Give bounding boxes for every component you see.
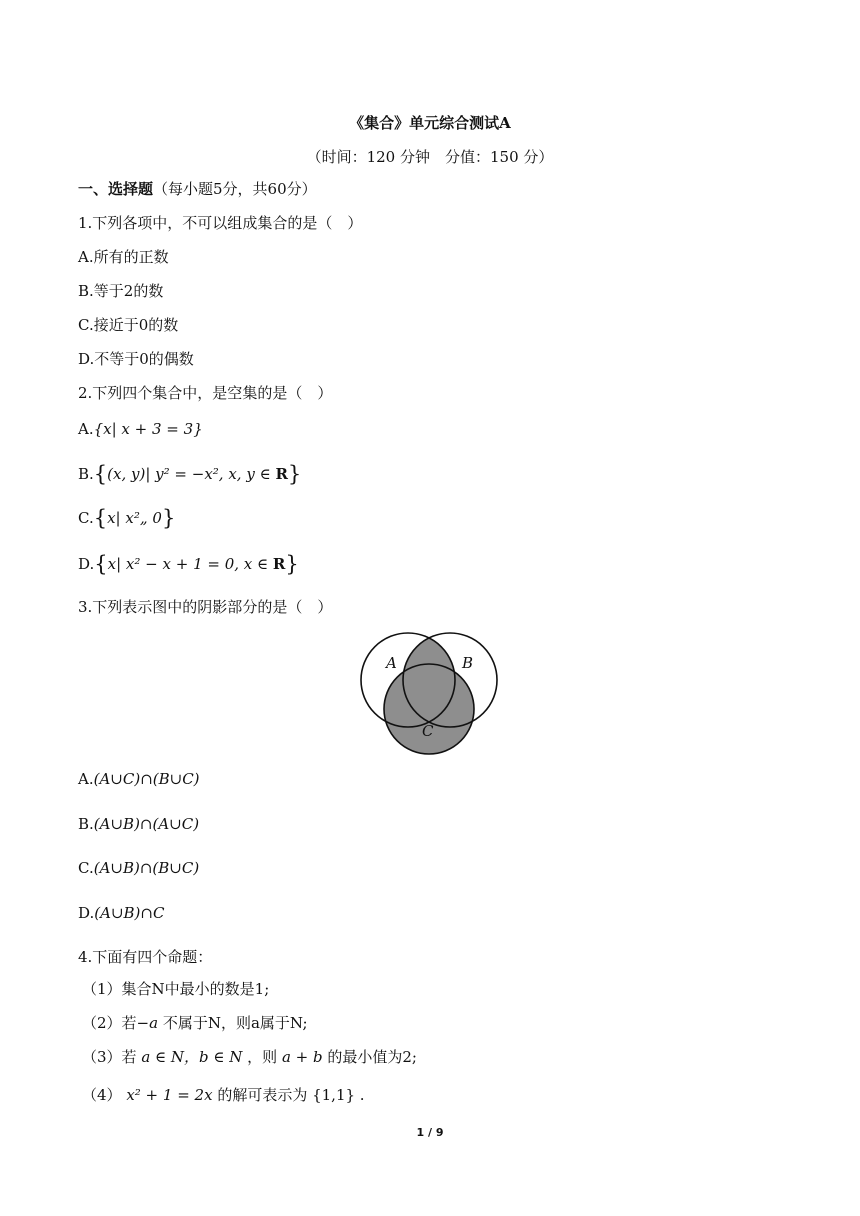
option-math: (A∪B)∩(A∪C) <box>93 815 200 833</box>
brace-open: { <box>93 462 108 486</box>
q3-option-d <box>78 904 164 922</box>
q3-option-c <box>78 859 199 877</box>
item-math: a ∈ N，b ∈ N <box>141 1048 243 1066</box>
option-label: B. <box>78 465 94 483</box>
option-math: x| x²„ 0 <box>107 509 162 527</box>
item-math: a + b <box>281 1048 323 1066</box>
q2-stem: 2.下列四个集合中，是空集的是（ ） <box>78 384 333 402</box>
option-math: (A∪B)∩(B∪C) <box>93 859 200 877</box>
brace-open: { <box>93 506 108 530</box>
option-math: (A∪B)∩C <box>94 904 165 922</box>
venn-label-a: A <box>386 654 397 672</box>
brace-close: } <box>285 552 299 576</box>
reals-symbol: R <box>275 465 288 483</box>
venn-label-c: C <box>422 722 434 740</box>
option-math: (A∪C)∩(B∪C) <box>93 770 200 788</box>
option-label: D. <box>78 904 95 922</box>
option-label: C. <box>78 509 94 527</box>
item-text: （4） <box>82 1086 127 1104</box>
q2-option-a <box>78 420 203 438</box>
item-text: ，则 <box>242 1048 282 1066</box>
q3-option-a <box>78 770 200 788</box>
option-label: B. <box>78 815 94 833</box>
option-label: A. <box>78 770 94 788</box>
q3-option-b <box>78 815 199 833</box>
venn-label-b: B <box>462 654 474 672</box>
item-text: （2）若 <box>82 1014 137 1032</box>
option-label: D. <box>78 555 95 573</box>
q2-option-c <box>78 506 175 530</box>
q4-stem: 4.下面有四个命题： <box>78 948 213 966</box>
section-heading <box>78 178 317 199</box>
item-text: 的最小值为2; <box>322 1048 417 1066</box>
venn-diagram <box>358 626 504 758</box>
option-label: C. <box>78 859 94 877</box>
q1-option-a: A.所有的正数 <box>78 248 169 266</box>
q3-stem: 3.下列表示图中的阴影部分的是（ ） <box>78 598 333 616</box>
brace-close: } <box>287 462 302 486</box>
reals-symbol: R <box>272 555 286 573</box>
item-text: 的解可表示为 {1,1} . <box>212 1086 365 1104</box>
exam-info: （时间：120 分钟 分值：150 分） <box>306 148 554 166</box>
item-text: （1）集合N中最小的数是1; <box>82 980 270 998</box>
section-title: 一、选择题 <box>78 180 154 198</box>
q1-option-c: C.接近于0的数 <box>78 316 179 334</box>
brace-close: } <box>161 506 176 530</box>
option-label: A. <box>78 420 94 438</box>
q4-item-3 <box>82 1046 417 1067</box>
option-math: x| x² − x + 1 = 0, x ∈ <box>107 555 273 573</box>
option-math: {x| x + 3 = 3} <box>93 420 203 438</box>
q1-option-d: D.不等于0的偶数 <box>78 350 194 368</box>
q1-stem: 1.下列各项中，不可以组成集合的是（ ） <box>78 214 363 232</box>
page-number: 1 / 9 <box>416 1126 444 1139</box>
item-math: x² + 1 = 2x <box>126 1086 213 1104</box>
page-title: 《集合》单元综合测试A <box>349 114 511 132</box>
q4-item-1 <box>82 978 269 999</box>
q2-option-d <box>78 552 299 576</box>
q1-option-b: B.等于2的数 <box>78 282 164 300</box>
option-math: (x, y)| y² = −x², x, y ∈ <box>107 465 276 483</box>
item-text: 不属于N，则a属于N; <box>158 1014 308 1032</box>
item-text: （3）若 <box>82 1048 142 1066</box>
section-note: （每小题5分，共60分） <box>153 180 317 198</box>
brace-open: { <box>94 552 108 576</box>
q4-item-4 <box>82 1084 365 1105</box>
q4-item-2 <box>82 1012 308 1033</box>
q2-option-b <box>78 462 301 486</box>
item-math: −a <box>136 1014 159 1032</box>
